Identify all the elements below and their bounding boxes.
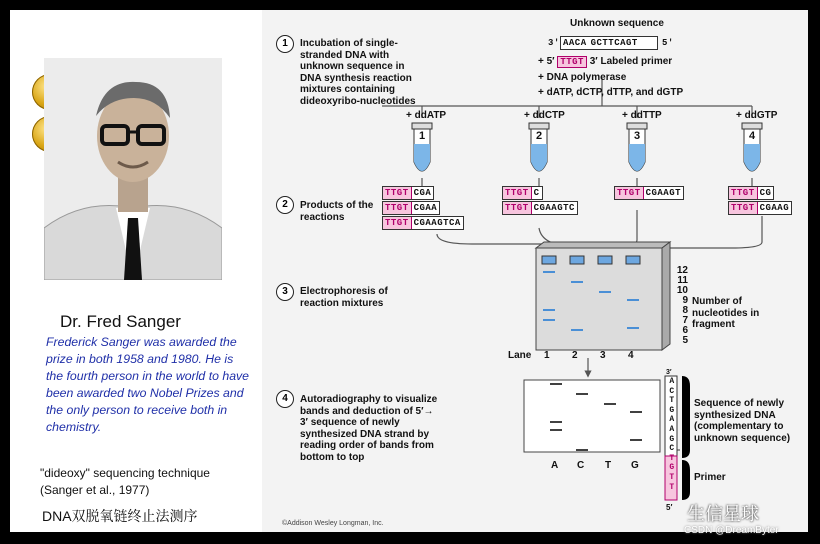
- product-c-2: TTGT CGAAGTC: [502, 201, 578, 215]
- strand-three-prime: 3′: [666, 369, 672, 376]
- step-3-text: Electrophoresis of reaction mixtures: [300, 286, 388, 309]
- step-3-number: 3: [276, 283, 294, 301]
- fragment-size-scale: 12 11 10 9 8 7 6 5: [676, 265, 688, 346]
- new-strand-label: Sequence of newly synthesized DNA (complementary to unknown sequence): [694, 398, 791, 444]
- watermark-channel: 生信星球: [687, 504, 759, 524]
- step-4-text: Autoradiography to visualize bands and deduction of 5′→ 3′ sequence of newly synthesized DNA strand by reading order of bands from bottom to top: [300, 394, 438, 463]
- bio-text: Frederick Sanger was awarded the prize in both 1958 and 1980. He is the fourth person in the world to have been awarded two Nobel Prizes and the only person to receive both in chemistry.: [46, 335, 250, 434]
- step-2-number: 2: [276, 196, 294, 214]
- autorad-lane-g: G: [631, 460, 639, 471]
- product-a-2: TTGT CGAA: [382, 201, 440, 215]
- tube-1-number: 1: [419, 130, 426, 142]
- tube-3-label: + ddTTP: [622, 110, 662, 121]
- template-unknown: GCTTCAGT: [590, 38, 638, 48]
- tube-2-number: 2: [536, 130, 543, 142]
- primer-label: Primer: [694, 472, 726, 483]
- lane-label: Lane: [508, 350, 532, 361]
- gel: [536, 242, 670, 350]
- tube-2-label: + ddCTP: [524, 110, 565, 121]
- copyright: ©Addison Wesley Longman, Inc.: [282, 520, 384, 527]
- autorad-lane-c: C: [577, 460, 585, 471]
- autorad-lane-t: T: [605, 460, 612, 471]
- step-2-text: Products of the reactions: [300, 200, 374, 223]
- product-a-1: TTGT CGA: [382, 186, 434, 200]
- strand-five-prime: 5′: [666, 503, 673, 512]
- technique-name: "dideoxy" sequencing technique: [40, 466, 210, 480]
- lane-2: 2: [572, 350, 578, 361]
- chinese-title: DNA双脱氧链终止法测序: [42, 508, 198, 524]
- product-t-1: TTGT CGAAGT: [614, 186, 684, 200]
- diagram-panel: [262, 10, 808, 532]
- tube-4-number: 4: [749, 130, 756, 142]
- step-1-number: 1: [276, 35, 294, 53]
- template-known: AACA: [563, 38, 587, 48]
- tube-1-label: + ddATP: [406, 110, 447, 121]
- step-1-text: Incubation of single-stranded DNA with unknown sequence in DNA synthesis reaction mixtures containing dideoxyribo-nucleotides: [300, 38, 416, 107]
- sanger-portrait: [44, 58, 222, 280]
- template-sequence: [560, 36, 658, 50]
- product-a-3: TTGT CGAAGTCA: [382, 216, 464, 230]
- lane-3: 3: [600, 350, 606, 361]
- nucleotides-label: Number of nucleotides in fragment: [692, 296, 760, 330]
- slide: [10, 10, 808, 536]
- reagent-dntps: + dATP, dCTP, dTTP, and dGTP: [538, 87, 684, 98]
- three-prime-label: 3′: [548, 38, 560, 48]
- technique-caption: [40, 465, 210, 499]
- lane-4: 4: [628, 350, 634, 361]
- unknown-seq-label: Unknown sequence: [570, 18, 664, 29]
- step-4-number: 4: [276, 390, 294, 408]
- product-c-1: TTGT C: [502, 186, 543, 200]
- left-panel: [10, 10, 260, 532]
- tube-4-label: + ddGTP: [736, 110, 778, 121]
- product-g-2: TTGT CGAAG: [728, 201, 792, 215]
- tube-3-number: 3: [634, 130, 641, 142]
- watermark-csdn: CSDN @DreamByter: [684, 525, 779, 536]
- strand-sequence: A C T G A A G C T G T T: [669, 377, 675, 492]
- autorad-lane-a: A: [551, 460, 559, 471]
- autoradiograph: [524, 380, 660, 452]
- five-prime-label: 5′: [662, 38, 674, 48]
- person-name: Dr. Fred Sanger: [60, 312, 181, 331]
- technique-citation: (Sanger et al., 1977): [40, 483, 150, 497]
- lane-1: 1: [544, 350, 550, 361]
- reagent-primer: + 5′ TTGT 3′ Labeled primer: [538, 56, 673, 67]
- reagent-polymerase: + DNA polymerase: [538, 72, 627, 83]
- product-g-1: TTGT CG: [728, 186, 774, 200]
